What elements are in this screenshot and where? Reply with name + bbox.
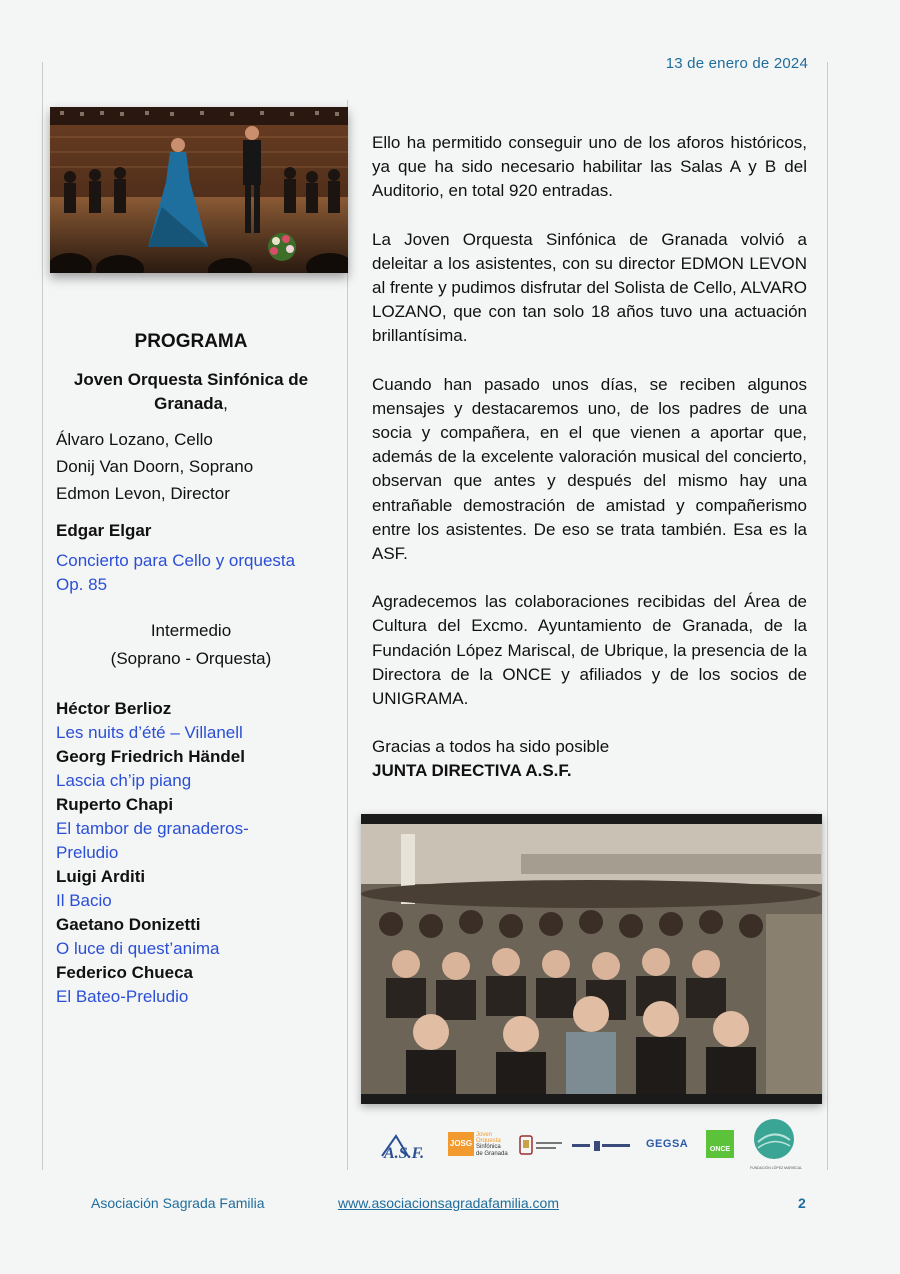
auditorio-logo bbox=[572, 1138, 632, 1156]
performer: Álvaro Lozano, Cello bbox=[56, 430, 213, 449]
orchestra-suffix: , bbox=[223, 394, 228, 413]
fundacion-caption: FUNDACIÓN LÓPEZ MARISCAL bbox=[749, 1166, 803, 1170]
composer-name: Héctor Berlioz bbox=[56, 699, 172, 718]
work-title: Lascia ch’ip piang bbox=[56, 771, 192, 790]
article-paragraph: Agradecemos las colaboraciones recibidas del Área de Cultura del Excmo. Ayuntamiento de Granada, de la Fundación López Mariscal, de Ubrique, la presencia de la Directora de la ONCE y afiliados y de los socios de UNIGRAMA. bbox=[372, 592, 807, 709]
piece-list bbox=[56, 697, 326, 1009]
performer: Donij Van Doorn, Soprano bbox=[56, 457, 254, 476]
work-title: Il Bacio bbox=[56, 891, 112, 910]
josg-logo bbox=[448, 1132, 510, 1160]
composer-name: Gaetano Donizetti bbox=[56, 915, 201, 934]
page-date: 13 de enero de 2024 bbox=[665, 55, 808, 72]
audience-photo bbox=[361, 814, 822, 1104]
intermission-label: Intermedio bbox=[150, 621, 232, 640]
crest-icon bbox=[518, 1134, 564, 1158]
signature: JUNTA DIRECTIVA A.S.F. bbox=[372, 761, 572, 781]
audience-photo-illustration bbox=[361, 814, 822, 1104]
sponsor-logos bbox=[376, 1118, 816, 1173]
program-column bbox=[56, 330, 326, 1009]
josg-line: Orquesta bbox=[476, 1138, 501, 1145]
article-paragraph: La Joven Orquesta Sinfónica de Granada volvió a deleitar a los asistentes, con su director EDMON LEVON al frente y pudimos disfrutar del Solista de Cello, ALVARO LOZANO, que con tan solo 18 años tuvo una actuación brillantísima. bbox=[372, 229, 807, 346]
thanks-line: Gracias a todos ha sido posible bbox=[372, 737, 610, 757]
website-link[interactable]: www.asociacionsagradafamilia.com bbox=[338, 1195, 559, 1211]
page-number: 2 bbox=[798, 1195, 806, 1211]
work-title: Les nuits d’été – Villanell bbox=[56, 723, 243, 742]
work-title: El Bateo-Preludio bbox=[56, 987, 189, 1006]
composer-name: Georg Friedrich Händel bbox=[56, 747, 245, 766]
josg-line: Sinfónica bbox=[476, 1144, 501, 1151]
work-title: El tambor de granaderos-Preludio bbox=[56, 819, 249, 862]
article-paragraph: Ello ha permitido conseguir uno de los aforos históricos, ya que ha sido necesario habilitar las Salas A y B del Auditorio, en total 920 entradas. bbox=[372, 133, 807, 201]
program-title: PROGRAMA bbox=[134, 331, 248, 352]
ayuntamiento-logo bbox=[518, 1134, 564, 1158]
article-column bbox=[372, 131, 807, 784]
josg-badge: JOSG bbox=[448, 1132, 474, 1156]
asf-logo-mark bbox=[378, 1130, 442, 1162]
performer-list bbox=[56, 426, 326, 507]
composer-name: Luigi Arditi bbox=[56, 867, 146, 886]
performer: Edmon Levon, Director bbox=[56, 484, 230, 503]
composer-name: Ruperto Chapi bbox=[56, 795, 174, 814]
orchestra-name: Joven Orquesta Sinfónica de Granada bbox=[73, 370, 309, 413]
josg-line: Joven bbox=[476, 1132, 493, 1138]
once-label: ONCE bbox=[709, 1146, 731, 1153]
josg-line: de Granada bbox=[476, 1150, 508, 1157]
fundacion-emblem-icon bbox=[748, 1118, 808, 1162]
article-paragraph: Cuando han pasado unos días, se reciben algunos mensajes y destacaremos uno, de los padres de una socia y compañera, en el que vienen a aportar que, además de la excelente valoración musical del concierto, observan que antes y después del mismo hay una entrañable demostración de amistad y compañerismo entre los asistentes. De eso se trata también. Esa es la ASF. bbox=[372, 374, 807, 564]
right-divider bbox=[827, 62, 828, 1170]
gegsa-logo: GEGSA bbox=[646, 1138, 689, 1150]
work-title: O luce di quest’anima bbox=[56, 939, 220, 958]
asf-logo-text: A.S.F. bbox=[384, 1145, 425, 1162]
left-divider bbox=[42, 62, 43, 1170]
asf-logo bbox=[378, 1130, 442, 1162]
once-logo bbox=[706, 1130, 734, 1158]
footer-organization: Asociación Sagrada Familia bbox=[91, 1195, 265, 1211]
concert-photo bbox=[50, 107, 348, 273]
intermission-detail: (Soprano - Orquesta) bbox=[110, 649, 272, 668]
auditorio-mark-icon bbox=[572, 1138, 632, 1156]
concert-photo-illustration bbox=[50, 107, 348, 273]
composer-name: Federico Chueca bbox=[56, 963, 193, 982]
fundacion-logo bbox=[748, 1118, 808, 1173]
orchestra-heading bbox=[56, 368, 326, 416]
work-title: Concierto para Cello y orquesta Op. 85 bbox=[56, 551, 296, 594]
composer-name: Edgar Elgar bbox=[56, 521, 152, 540]
josg-wordmark bbox=[476, 1132, 508, 1157]
